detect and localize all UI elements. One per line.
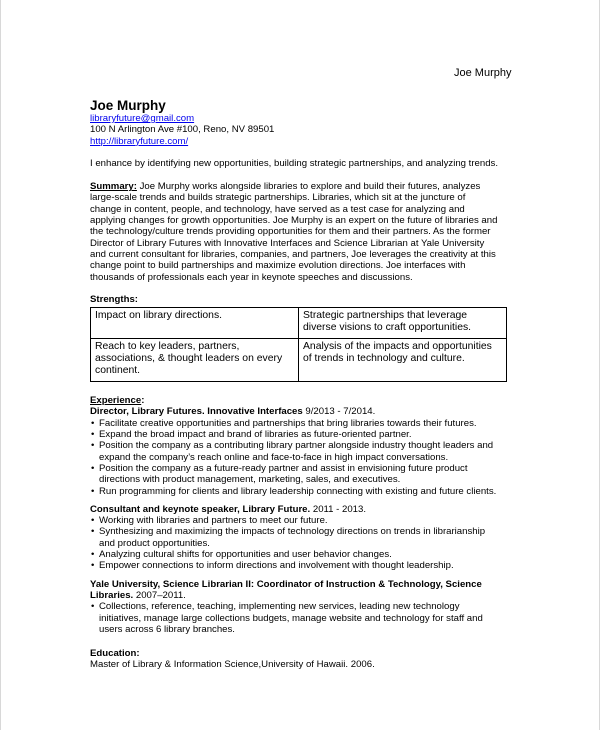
table-cell: Strategic partnerships that leverage diverse visions to craft opportunities. xyxy=(299,308,507,339)
list-item: • Position the company as a contributing library partner alongside industry thought leaders and expand the company’s reach online and face-to-face in high impact conversations. xyxy=(90,440,508,463)
list-item: • Synthesizing and maximizing the impacts of technology directions on trends in librarianship and product opportunities. xyxy=(90,526,508,549)
table-cell: Analysis of the impacts and opportunities of trends in technology and culture. xyxy=(299,339,507,382)
intro-statement: I enhance by identifying new opportunities, building strategic partnerships, and analyzing trends. xyxy=(90,157,498,169)
summary-line: and current consultant for libraries, companies, and partners, Joe leverages the creativity at this xyxy=(90,248,496,260)
strengths-heading: Strengths: xyxy=(90,293,138,305)
list-item: • Facilitate creative opportunities and partnerships that bring libraries towards their futures. xyxy=(90,418,508,429)
job-dates: 9/2013 - 7/2014. xyxy=(302,406,376,418)
job-entry xyxy=(90,406,508,496)
summary-line: applying changes for growth opportunities. Joe Murphy is an expert on the future of libraries and xyxy=(90,215,498,227)
summary-line: thousands of professionals each year in keynote speeches and discussions. xyxy=(90,271,413,283)
table-cell: Reach to key leaders, partners, associations, & thought leaders on every continent. xyxy=(91,339,299,382)
summary-line: change point to build partnerships and maximize evolution directions. Joe interfaces with xyxy=(90,260,466,272)
list-item: • Expand the broad impact and brand of libraries as future-oriented partner. xyxy=(90,429,508,440)
website-link[interactable]: http://libraryfuture.com/ xyxy=(90,135,189,147)
job-title: Libraries. xyxy=(90,589,134,601)
job-entry xyxy=(90,579,508,635)
summary-section xyxy=(90,181,508,283)
table-cell: Impact on library directions. xyxy=(91,308,299,339)
summary-line: Joe Murphy works alongside libraries to explore and build their futures, analyzes xyxy=(139,181,481,193)
job-title: Yale University, Science Librarian II: Coordinator of Instruction & Technology, Science xyxy=(90,578,482,590)
list-item: • Position the company as a future-ready partner and assist in envisioning future product directions with product management, marketing, sales, and executives. xyxy=(90,463,508,486)
summary-label: Summary: xyxy=(90,181,137,193)
summary-line: the technology/culture trends providing opportunities for them and their partners. As the former xyxy=(90,226,491,238)
header-name: Joe Murphy xyxy=(454,67,512,79)
job-dates: 2011 - 2013. xyxy=(310,503,367,515)
table-row xyxy=(91,339,507,382)
table-row xyxy=(91,308,507,339)
summary-line: change in content, people, and technology, have served as a test case for analyzing and xyxy=(90,203,465,215)
job-title: Director, Library Futures. Innovative Interfaces xyxy=(90,406,303,418)
list-item: • Run programming for clients and library leadership connecting with existing and future clients. xyxy=(90,486,508,497)
list-item: • Working with libraries and partners to meet our future. xyxy=(90,515,508,526)
resume-content xyxy=(90,98,508,671)
job-dates: 2007–2011. xyxy=(133,589,186,601)
address: 100 N Arlington Ave #100, Reno, NV 89501 xyxy=(90,124,275,136)
summary-line: large-scale trends and builds strategic partnerships. Libraries, which sit at the juncture of xyxy=(90,192,466,204)
candidate-name: Joe Murphy xyxy=(90,98,166,113)
list-item: • Collections, reference, teaching, implementing new services, leading new technology initiatives, manage large collections budgets, manage website and technology for staff and users across 6 library branches. xyxy=(90,601,508,635)
list-item: • Analyzing cultural shifts for opportunities and user behavior changes. xyxy=(90,549,508,560)
strengths-table xyxy=(90,307,507,382)
list-item: • Empower connections to inform directions and involvement with thought leadership. xyxy=(90,560,508,571)
education-entry: Master of Library & Information Science,University of Hawaii. 2006. xyxy=(90,659,375,671)
summary-line: Director of Library Futures with Innovative Interfaces and Science Librarian at Yale University xyxy=(90,237,485,249)
job-title: Consultant and keynote speaker, Library Future. xyxy=(90,503,311,515)
email-link[interactable]: libraryfuture@gmail.com xyxy=(90,113,195,124)
job-entry xyxy=(90,504,508,572)
experience-heading: Experience xyxy=(90,395,142,407)
experience-section: Experience: Director, Library Futures. Innovative Interfaces 9/2013 - 7/2014. • Facilitate creative opportunities and partnerships that bring libraries towards their futures. • Expand the broad impact and brand of libraries as future-oriented partner. • Position the company as a contributing library partner alongside industry thought leaders and expand the company’s reach online and face-to-face in high impact conversations. • Position the company as a future-ready partner and assist in envisioning future product directions with product management, marketing, sales, and executives. • Run programming for clients and library leadership connecting with existing and future clients. Consultant and keynote speaker, Library Future. 2011 - 2013. • Working with libraries and partners to meet our future. • Synthesizing and maximizing the impacts of technology directions on trends in librarianship and product opportunities. • Analyzing cultural shifts for opportunities and user behavior changes. • Empower connections to inform directions and involvement with thought leadership. Yale University, Science Librarian II: Coordinator of Instruction & Technology, Science Libraries. 2007–2011. • Collections, reference, teaching, implementing new services, leading new technology initiatives, manage large collections budgets, manage website and technology for staff and users across 6 library branches. xyxy=(90,395,508,635)
education-section xyxy=(90,648,508,671)
education-heading: Education: xyxy=(90,648,140,660)
